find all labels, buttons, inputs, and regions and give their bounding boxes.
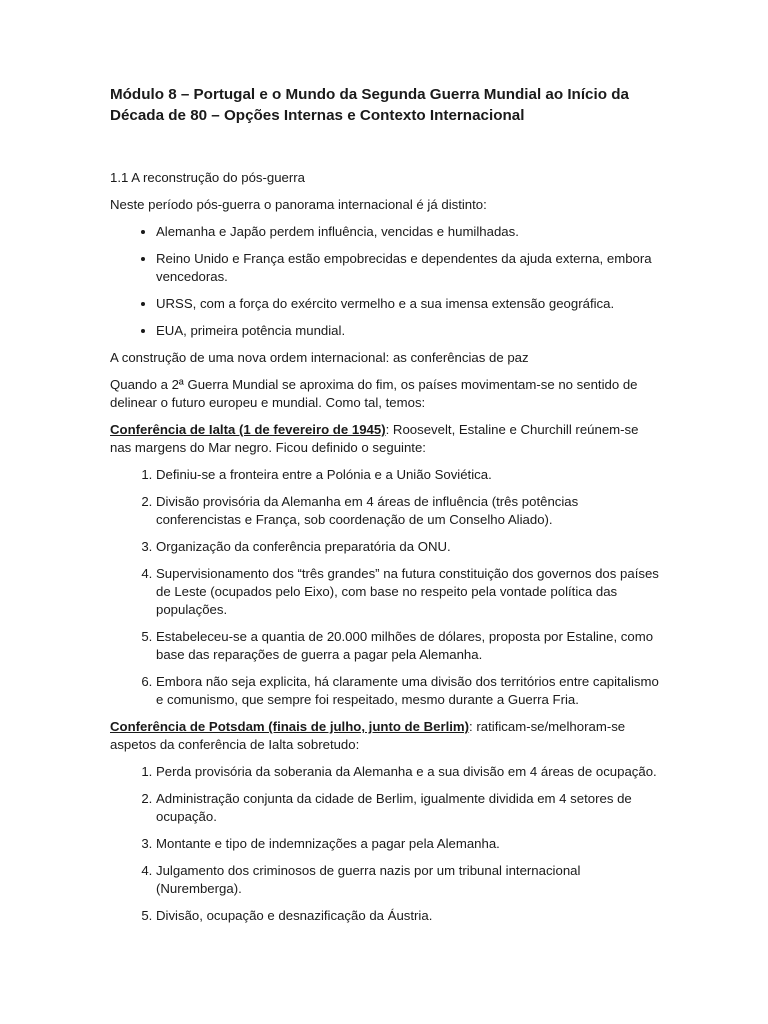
subheading: A construção de uma nova ordem internacional: as conferências de paz (110, 350, 529, 365)
list-item: 2. Administração conjunta da cidade de Berlim, igualmente dividida em 4 setores de ocupação. (156, 790, 662, 826)
section-heading: 1.1 A reconstrução do pós-guerra (110, 170, 306, 185)
potsdam-paragraph (110, 718, 662, 754)
list-item: 4. Supervisionamento dos “três grandes” na futura constituição dos governos dos países de Leste (ocupados pelo Eixo), com base no respeito pela vontade política das populações. (156, 565, 662, 619)
list-item: 3. Montante e tipo de indemnizações a pagar pela Alemanha. (156, 835, 662, 853)
yalta-paragraph (110, 421, 662, 457)
yalta-text: : Roosevelt, Estaline e Churchill reúnem-se nas margens do Mar negro. Ficou definido o seguinte: (110, 422, 639, 455)
paragraph-2: Quando a 2ª Guerra Mundial se aproxima do fim, os países movimentam-se no sentido de delinear o futuro europeu e mundial. Como tal, temos: (110, 377, 638, 410)
list-item: 4. Julgamento dos criminosos de guerra nazis por um tribunal internacional (Nuremberga). (156, 862, 662, 898)
list-item: • EUA, primeira potência mundial. (156, 322, 662, 340)
yalta-list (110, 466, 662, 709)
list-item: 1. Perda provisória da soberania da Alemanha e a sua divisão em 4 áreas de ocupação. (156, 763, 662, 781)
list-item: 6. Embora não seja explicita, há claramente uma divisão dos territórios entre capitalismo e comunismo, que sempre foi respeitado, mesmo durante a Guerra Fria. (156, 673, 662, 709)
potsdam-list (110, 763, 662, 925)
intro-paragraph: Neste período pós-guerra o panorama internacional é já distinto: (110, 197, 487, 212)
list-item: • Reino Unido e França estão empobrecidas e dependentes da ajuda externa, embora vencedoras. (156, 250, 662, 286)
list-item: 5. Estabeleceu-se a quantia de 20.000 milhões de dólares, proposta por Estaline, como base das reparações de guerra a pagar pela Alemanha. (156, 628, 662, 664)
potsdam-title: Conferência de Potsdam (finais de julho, junto de Berlim) (110, 719, 470, 734)
list-item: 5. Divisão, ocupação e desnazificação da Áustria. (156, 907, 662, 925)
document-body (110, 84, 662, 934)
list-item: 2. Divisão provisória da Alemanha em 4 áreas de influência (três potências conferencistas e França, sob coordenação de um Conselho Aliado). (156, 493, 662, 529)
list-item: • Alemanha e Japão perdem influência, vencidas e humilhadas. (156, 223, 662, 241)
potsdam-text: : ratificam-se/melhoram-se aspetos da conferência de Ialta sobretudo: (110, 719, 626, 752)
yalta-title: Conferência de Ialta (1 de fevereiro de 1945) (110, 422, 386, 437)
powers-bullet-list (110, 223, 662, 340)
list-item: 3. Organização da conferência preparatória da ONU. (156, 538, 662, 556)
list-item: • URSS, com a força do exército vermelho e a sua imensa extensão geográfica. (156, 295, 662, 313)
document-title: Módulo 8 – Portugal e o Mundo da Segunda Guerra Mundial ao Início da Década de 80 – Opções Internas e Contexto Internacional (110, 86, 629, 124)
list-item: 1. Definiu-se a fronteira entre a Polónia e a União Soviética. (156, 466, 662, 484)
